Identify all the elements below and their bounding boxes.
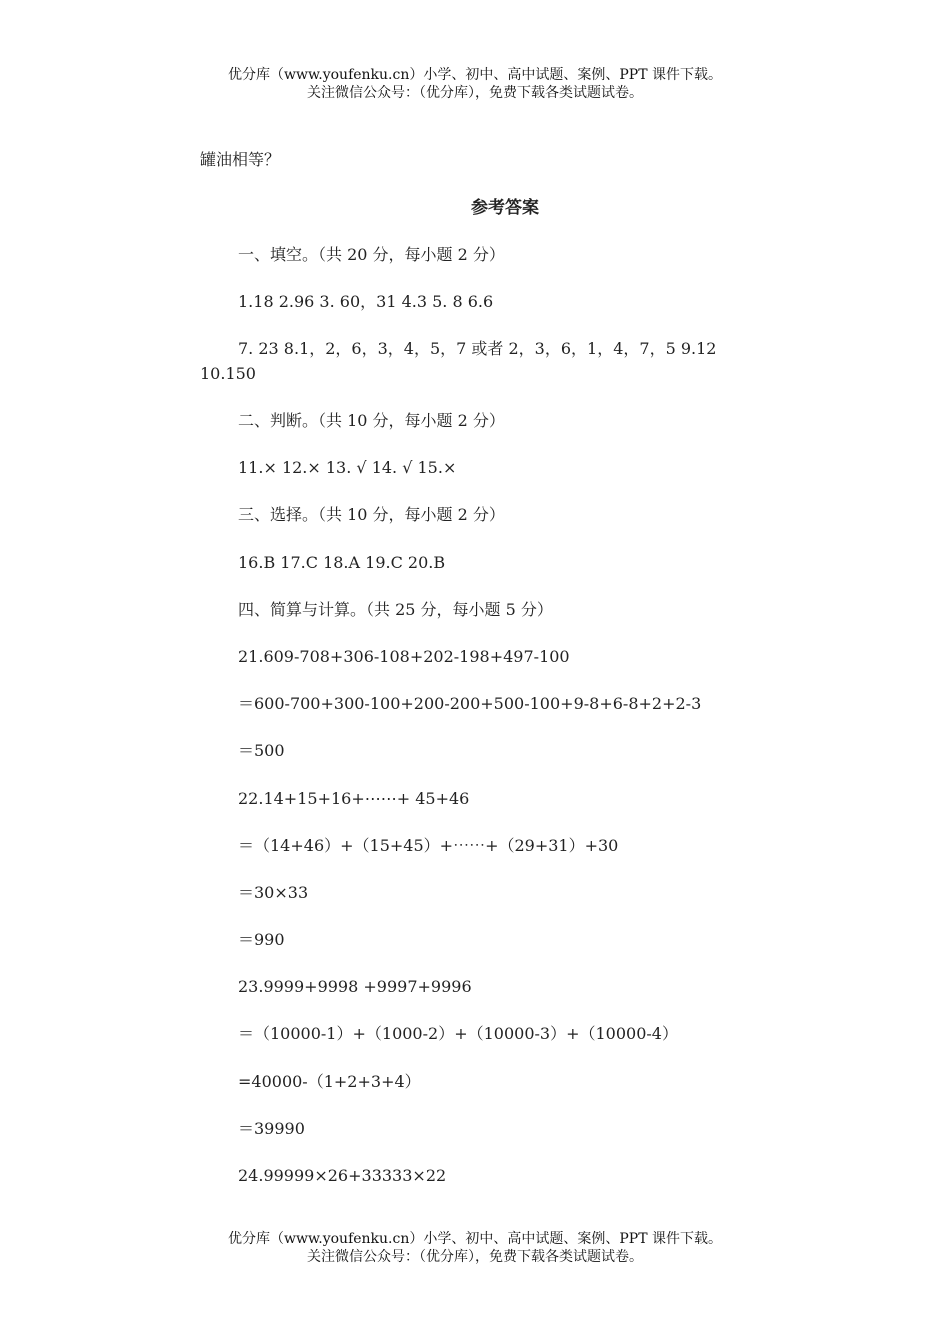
header-line-2: 关注微信公众号：（优分库），免费下载各类试题试卷。 <box>307 85 643 101</box>
answers-title: 参考答案 <box>471 198 539 218</box>
answer-line-16-20: 16.B 17.C 18.A 19.C 20.B <box>238 553 446 572</box>
section-heading-calculation: 四、简算与计算。（共 25 分，每小题 5 分） <box>238 600 553 619</box>
question-fragment: 罐油相等？ <box>200 150 281 169</box>
header-line-1: 优分库（www.youfenku.cn）小学、初中、高中试题、案例、PPT 课件下载。 <box>227 67 722 83</box>
q21-step-1: ＝600-700+300-100+200-200+500-100+9-8+6-8+2+2-3 <box>238 694 702 713</box>
page-footer <box>0 1230 950 1266</box>
q21-expression: 21.609-708+306-108+202-198+497-100 <box>238 647 570 666</box>
section-heading-fill-blank: 一、填空。（共 20 分，每小题 2 分） <box>238 245 505 264</box>
answer-line-10: 10.150 <box>200 364 256 383</box>
section-heading-choice: 三、选择。（共 10 分，每小题 2 分） <box>238 505 505 524</box>
q23-expression: 23.9999+9998 +9997+9996 <box>238 977 472 996</box>
answer-line-7-9: 7. 23 8.1，2，6，3，4，5，7 或者 2，3，6，1，4，7，5 9.12 <box>238 339 717 358</box>
q22-result: ＝990 <box>238 930 285 949</box>
footer-line-2: 关注微信公众号：（优分库），免费下载各类试题试卷。 <box>307 1249 643 1265</box>
q23-result: ＝39990 <box>238 1119 305 1138</box>
q23-step-2: =40000-（1+2+3+4） <box>238 1072 421 1091</box>
q22-expression: 22.14+15+16+⋯⋯+ 45+46 <box>238 789 470 808</box>
section-heading-true-false: 二、判断。（共 10 分，每小题 2 分） <box>238 411 505 430</box>
q22-step-1: ＝（14+46）+（15+45）+⋯⋯+（29+31）+30 <box>238 836 619 855</box>
footer-line-1: 优分库（www.youfenku.cn）小学、初中、高中试题、案例、PPT 课件下载。 <box>227 1231 722 1247</box>
answer-line-11-15: 11.× 12.× 13. √ 14. √ 15.× <box>238 458 457 477</box>
answer-line-1-6: 1.18 2.96 3. 60，31 4.3 5. 8 6.6 <box>238 292 494 311</box>
page-header <box>0 66 950 102</box>
q21-result: ＝500 <box>238 741 285 760</box>
q22-step-2: ＝30×33 <box>238 883 309 902</box>
q24-expression: 24.99999×26+33333×22 <box>238 1166 447 1185</box>
q23-step-1: ＝（10000-1）+（1000-2）+（10000-3）+（10000-4） <box>238 1024 678 1043</box>
